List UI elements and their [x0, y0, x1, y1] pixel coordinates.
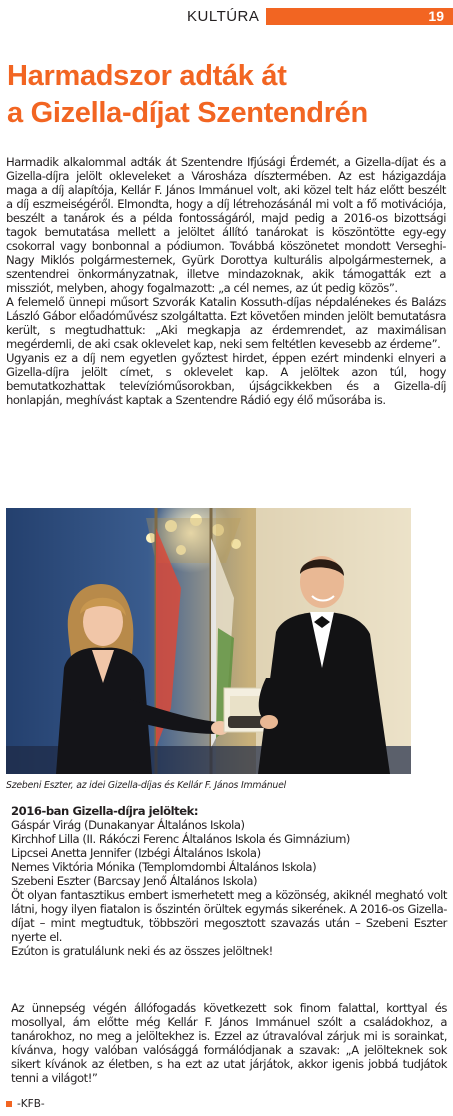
nominee-item: Kirchhof Lilla (II. Rákóczi Ferenc Általános Iskola és Gimnázium) — [11, 832, 350, 846]
nominee-item: Szebeni Eszter (Barcsay Jenő Általános Iskola) — [11, 874, 258, 888]
headline-line-1: Harmadszor adták át — [7, 60, 287, 92]
closing-paragraph: Az ünnepség végén állófogadás következett sok finom falattal, korttyal és mosollyal, ám előtte még Kellár F. János Immánuel szólt a családokhoz, a tanárokhoz, no meg a jelöltekhez is. Ezzel az útravalóval zárjuk mi is sorainkat, kívánva, hogy valóban valósággá formálódjanak a szavak: „A jelölteknek sok sikert kívánok az életben, s ha ezt az utat járjátok, akkor igenis jobbá tudjátok tenni a világot!” — [11, 1001, 447, 1085]
photo-caption: Szebeni Eszter, az idei Gizella-díjas és Kellár F. János Immánuel — [6, 780, 286, 791]
congratulations-line: Ezúton is gratulálunk neki és az összes jelöltnek! — [11, 944, 273, 958]
nominees-section — [11, 804, 447, 958]
signature-marker — [6, 1101, 12, 1107]
body-paragraph-3: Ugyanis ez a díj nem egyetlen győztest hirdet, éppen ezért mindenki elnyeri a Gizella-díjra jelölt címet, s oklevelet kap. A jelöltek azon túl, hogy bemutatkozhattak televízióműsorokban, újságcikkekben és a Gizella-díj honlapján, meghívást kaptak a Szentendre Rádió egy élő műsorába is. — [6, 351, 446, 407]
page-header — [0, 0, 453, 30]
nominee-item: Lipcsei Anetta Jennifer (Izbégi Általános Iskola) — [11, 846, 261, 860]
nominee-item: Gáspár Virág (Dunakanyar Általános Iskola) — [11, 818, 245, 832]
nominees-paragraph: Öt olyan fantasztikus embert ismerhetett meg a közönség, akiknél megható volt látni, hogy ilyen fiatalon is őszintén örültek egymás sikerének. A 2016-os Gizella-díjat – mint megtudtuk, többszöri megosztott szavazás után – Szebeni Eszter nyerte el. — [11, 888, 447, 944]
page-number: 19 — [428, 8, 444, 24]
award-photo — [6, 508, 411, 774]
headline-line-2: a Gizella-díjat Szentendrén — [7, 97, 368, 129]
body-paragraph-2: A felemelő ünnepi műsort Szvorák Katalin Kossuth-díjas népdalénekes és Balázs László Gábor előadóművész szolgáltatta. Ezt követően minden jelölt bemutatásra került, s megtudhattuk: „Aki megkapja az érdemrendet, az maximálisan megérdemli, de aki csak oklevelet kap, neki sem feltétlen kevesebb az érdeme”. — [6, 295, 446, 351]
nominees-heading: 2016-ban Gizella-díjra jelöltek: — [11, 804, 199, 818]
body-paragraph-1: Harmadik alkalommal adták át Szentendre Ifjúsági Érdemét, a Gizella-díjat és a Gizella-díjra jelölt okleveleket a Városháza dísztermében. Az est házigazdája maga a díj alapítója, Kellár F. János Immánuel volt, aki közel telt ház előtt beszélt a díj eszmeiségéről. Elmondta, hogy a díj létrehozásánál mi volt a fő motivációja, beszélt a tanárok és a példa fontosságáról, majd pedig a 2016-os bizottsági tagok bemutatása mellett a jelöltet állító tanárokat is köszöntötte egy-egy csokorral vagy bonbonnal a pódiumon. Továbbá köszönetet mondott Verseghi-Nagy Miklós polgármesternek, Gyürk Dorottya kulturális alpolgármesternek, a szentendrei önkormányzatnak, illetve mindazoknak, akik támogatták ezt a missziót, melyben, ahogy fogalmazott: „a cél nemes, az út pedig közös”. — [6, 155, 446, 295]
header-accent-bar — [266, 8, 453, 25]
closing-section — [11, 1001, 447, 1085]
article-body — [6, 155, 446, 407]
section-label: KULTÚRA — [187, 8, 260, 25]
article-headline — [7, 58, 447, 132]
author-signature — [6, 1098, 45, 1110]
signature-text: -KFB- — [17, 1098, 45, 1110]
nominee-item: Nemes Viktória Mónika (Templomdombi Általános Iskola) — [11, 860, 317, 874]
